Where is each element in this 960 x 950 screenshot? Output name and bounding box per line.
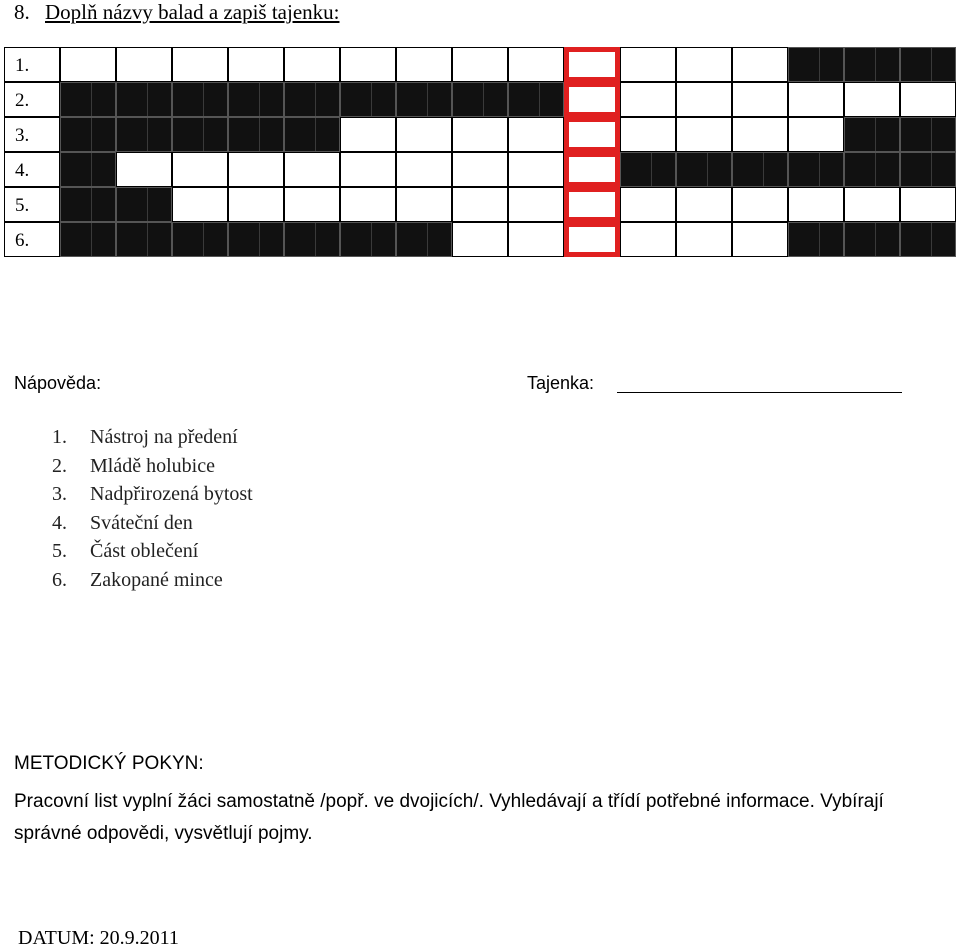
blocked-cell [396, 222, 452, 257]
blocked-cell [844, 47, 900, 82]
letter-cell[interactable] [900, 82, 956, 117]
blocked-cell [116, 82, 172, 117]
letter-cell[interactable] [116, 47, 172, 82]
letter-cell[interactable] [452, 187, 508, 222]
letter-cell[interactable] [452, 47, 508, 82]
clue-number: 4. [52, 511, 67, 534]
letter-cell[interactable] [676, 82, 732, 117]
clue-list [52, 423, 253, 594]
letter-cell[interactable] [620, 117, 676, 152]
letter-cell[interactable] [564, 82, 620, 117]
letter-cell[interactable] [732, 82, 788, 117]
letter-cell[interactable] [564, 187, 620, 222]
blocked-cell [676, 152, 732, 187]
clue-item [52, 537, 253, 566]
blocked-cell [60, 117, 116, 152]
blocked-cell [508, 82, 564, 117]
letter-cell[interactable] [508, 222, 564, 257]
blocked-cell [844, 152, 900, 187]
document-date: DATUM: 20.9.2011 [18, 927, 179, 949]
letter-cell[interactable] [60, 47, 116, 82]
letter-cell[interactable] [564, 47, 620, 82]
letter-cell[interactable] [508, 47, 564, 82]
letter-cell[interactable] [284, 187, 340, 222]
blocked-cell [844, 222, 900, 257]
letter-cell[interactable] [396, 152, 452, 187]
clue-item [52, 509, 253, 538]
clue-text: Zakopané mince [90, 568, 223, 591]
blocked-cell [284, 117, 340, 152]
letter-cell[interactable] [340, 117, 396, 152]
blocked-cell [60, 152, 116, 187]
letter-cell[interactable] [116, 152, 172, 187]
solution-input-line[interactable] [617, 392, 902, 393]
row-label-4: 4. [4, 152, 60, 187]
blocked-cell [172, 222, 228, 257]
row-label-6: 6. [4, 222, 60, 257]
blocked-cell [228, 117, 284, 152]
letter-cell[interactable] [844, 82, 900, 117]
letter-cell[interactable] [172, 187, 228, 222]
letter-cell[interactable] [732, 187, 788, 222]
clue-text: Mládě holubice [90, 454, 215, 477]
letter-cell[interactable] [340, 187, 396, 222]
letter-cell[interactable] [564, 222, 620, 257]
clue-number: 5. [52, 540, 67, 562]
letter-cell[interactable] [900, 187, 956, 222]
letter-cell[interactable] [396, 187, 452, 222]
letter-cell[interactable] [508, 117, 564, 152]
letter-cell[interactable] [508, 187, 564, 222]
blocked-cell [60, 187, 116, 222]
letter-cell[interactable] [844, 187, 900, 222]
letter-cell[interactable] [788, 187, 844, 222]
clue-text: Část oblečení [90, 540, 199, 562]
letter-cell[interactable] [452, 117, 508, 152]
letter-cell[interactable] [620, 187, 676, 222]
blocked-cell [900, 117, 956, 152]
blocked-cell [788, 152, 844, 187]
clue-item [52, 566, 253, 595]
clue-item [52, 480, 253, 509]
letter-cell[interactable] [228, 152, 284, 187]
letter-cell[interactable] [340, 152, 396, 187]
blocked-cell [788, 222, 844, 257]
letter-cell[interactable] [228, 187, 284, 222]
blocked-cell [172, 82, 228, 117]
blocked-cell [60, 222, 116, 257]
blocked-cell [284, 222, 340, 257]
blocked-cell [900, 152, 956, 187]
blocked-cell [228, 222, 284, 257]
method-title: METODICKÝ POKYN: [14, 753, 204, 774]
blocked-cell [60, 82, 116, 117]
blocked-cell [172, 117, 228, 152]
solution-label: Tajenka: [527, 373, 595, 393]
task-instruction: Doplň názvy balad a zapiš tajenku: [45, 0, 340, 24]
task-number: 8. [14, 0, 30, 24]
task-heading [14, 0, 339, 24]
blocked-cell [732, 152, 788, 187]
letter-cell[interactable] [676, 222, 732, 257]
letter-cell[interactable] [676, 117, 732, 152]
letter-cell[interactable] [732, 222, 788, 257]
letter-cell[interactable] [228, 47, 284, 82]
clue-number: 2. [52, 454, 67, 477]
letter-cell[interactable] [620, 222, 676, 257]
blocked-cell [396, 82, 452, 117]
blocked-cell [844, 117, 900, 152]
clue-text: Nadpřirozená bytost [90, 483, 253, 505]
blocked-cell [116, 222, 172, 257]
letter-cell[interactable] [284, 152, 340, 187]
letter-cell[interactable] [396, 47, 452, 82]
blocked-cell [900, 222, 956, 257]
letter-cell[interactable] [564, 152, 620, 187]
clue-number: 1. [52, 426, 67, 448]
letter-cell[interactable] [732, 117, 788, 152]
blocked-cell [340, 82, 396, 117]
blocked-cell [788, 47, 844, 82]
blocked-cell [900, 47, 956, 82]
hint-label: Nápověda: [14, 373, 102, 393]
letter-cell[interactable] [620, 82, 676, 117]
clue-number: 6. [52, 568, 67, 591]
letter-cell[interactable] [340, 47, 396, 82]
letter-cell[interactable] [284, 47, 340, 82]
blocked-cell [452, 82, 508, 117]
letter-cell[interactable] [452, 152, 508, 187]
row-label-5: 5. [4, 187, 60, 222]
method-text: Pracovní list vyplní žáci samostatně /popř. ve dvojicích/. Vyhledávají a třídí potřebné informace. Vybírají správné odpovědi, vysvětlují pojmy. [14, 791, 884, 844]
blocked-cell [620, 152, 676, 187]
letter-cell[interactable] [508, 152, 564, 187]
blocked-cell [116, 117, 172, 152]
letter-cell[interactable] [732, 47, 788, 82]
clue-item [52, 423, 253, 452]
letter-cell[interactable] [172, 47, 228, 82]
blocked-cell [284, 82, 340, 117]
letter-cell[interactable] [676, 187, 732, 222]
clue-item [52, 452, 253, 481]
blocked-cell [228, 82, 284, 117]
letter-cell[interactable] [676, 47, 732, 82]
row-label-2: 2. [4, 82, 60, 117]
letter-cell[interactable] [564, 117, 620, 152]
clue-text: Sváteční den [90, 511, 193, 534]
blocked-cell [340, 222, 396, 257]
clue-text: Nástroj na předení [90, 426, 238, 448]
blocked-cell [116, 187, 172, 222]
letter-cell[interactable] [396, 117, 452, 152]
letter-cell[interactable] [788, 82, 844, 117]
clue-number: 3. [52, 483, 67, 505]
crossword-grid [4, 47, 956, 257]
row-label-1: 1. [4, 47, 60, 82]
row-label-3: 3. [4, 117, 60, 152]
letter-cell[interactable] [788, 117, 844, 152]
letter-cell[interactable] [620, 47, 676, 82]
letter-cell[interactable] [172, 152, 228, 187]
letter-cell[interactable] [452, 222, 508, 257]
